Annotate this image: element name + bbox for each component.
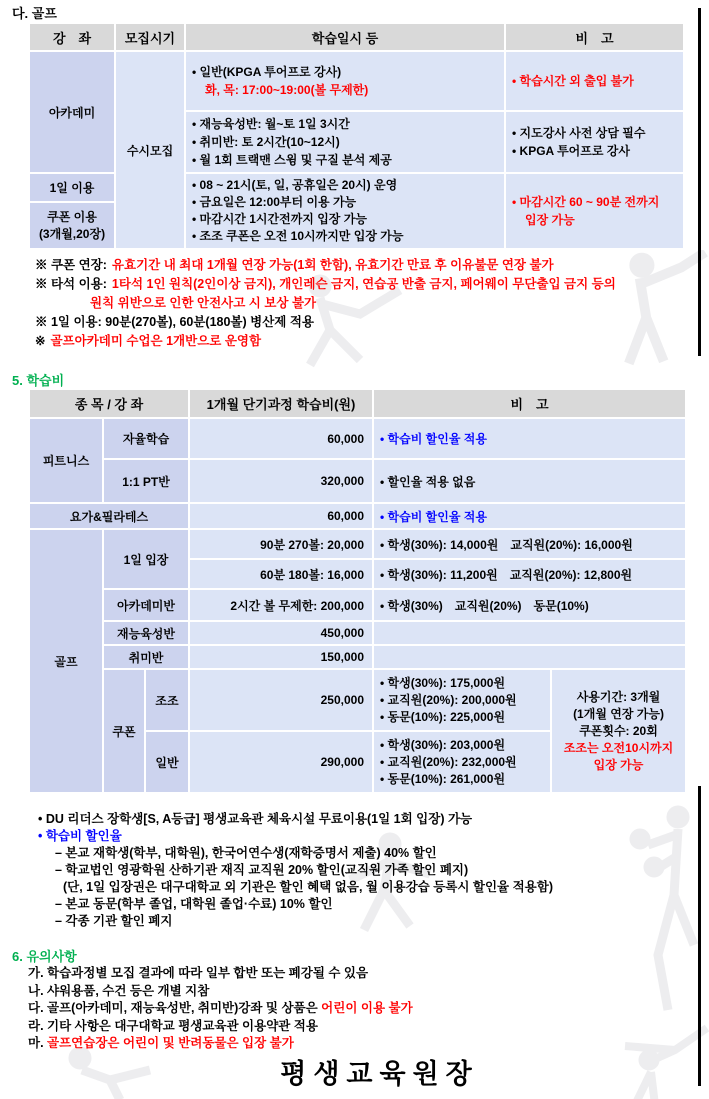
t2-header-category: 종 목 / 강 좌	[30, 390, 188, 417]
fee-value: 320,000	[190, 460, 372, 502]
caution-text: 마.	[28, 1036, 48, 1050]
fee-value: 150,000	[190, 646, 372, 668]
note-tee-usage-wrap	[35, 294, 616, 313]
tuition-table	[28, 388, 687, 794]
t1-coupon-label	[30, 203, 114, 248]
caution-red-text: 골프연습장은 어린이 및 반려동물은 입장 불가	[47, 1036, 294, 1050]
t2-row-label: 재능육성반	[104, 622, 188, 644]
schedule-line: • 월 1회 트랙맨 스윙 및 구질 분석 제공	[192, 153, 392, 167]
golf-notes	[35, 256, 616, 351]
t2-coupon-label: 쿠폰	[104, 670, 144, 792]
schedule-line: • 08 ~ 21시(토, 일, 공휴일은 20시) 운영	[192, 178, 398, 192]
caution-item: 나. 샤워용품, 수건 등은 개별 지참	[28, 983, 210, 998]
t2-golf-label: 골프	[30, 530, 102, 792]
fee-value: 60,000	[190, 419, 372, 458]
page-border-line	[698, 8, 701, 356]
coupon-label-line: 쿠폰 이용	[47, 209, 97, 224]
fee-value: 90분 270볼: 20,000	[190, 530, 372, 558]
table-row	[30, 590, 685, 620]
discount-benefits	[38, 811, 553, 930]
note-line: • 학생(30%): 14,000원 교직원(20%): 16,000원	[374, 530, 685, 558]
caution-item: 라. 기타 사항은 대구대학교 평생교육관 이용약관 적용	[28, 1018, 318, 1033]
note-line: • 학생(30%): 203,000원	[380, 737, 506, 752]
background-boxer-icon	[628, 805, 708, 1020]
t2-row-label: 취미반	[104, 646, 188, 668]
note-line-red: • 학습시간 외 출입 불가	[512, 74, 634, 88]
note-red-text: 1타석 1인 원칙(2인이상 금지), 개인레슨 금지, 연습공 반출 금지, 페어웨이 무단출입 금지 등의	[111, 277, 616, 291]
t2-row-label: 1:1 PT반	[104, 460, 188, 502]
table-header-row	[30, 390, 685, 417]
fee-value: 60분 180볼: 16,000	[190, 560, 372, 588]
table-row	[30, 460, 685, 502]
table-row	[30, 646, 685, 668]
caution-text: 다. 골프(아카데미, 재능육성반, 취미반)강좌 및 상품은	[28, 1001, 322, 1015]
coupon-info-line: (1개월 연장 가능)	[573, 706, 664, 721]
t1-daily-label: 1일 이용	[30, 174, 114, 201]
note-line: • 동문(10%): 225,000원	[380, 709, 506, 724]
coupon-label-line: (3개월,20장)	[38, 226, 106, 241]
t1-header-course: 강 좌	[30, 24, 114, 50]
note-coupon-extension	[35, 256, 616, 275]
t2-header-note: 비 고	[374, 390, 685, 417]
t2-row-label: 자율학습	[104, 419, 188, 458]
t2-row-label: 아카데미반	[104, 590, 188, 620]
note-line: • 할인율 적용 없음	[374, 460, 685, 502]
note-academy-class	[35, 332, 616, 351]
coupon-info-line: 쿠폰횟수: 20회	[579, 723, 658, 738]
table-row	[30, 622, 685, 644]
fee-value: 290,000	[190, 732, 372, 792]
note-line-red: 입장 가능	[525, 213, 575, 227]
benefit-item-blue: • 학습비 할인율	[38, 829, 122, 843]
table-row	[30, 670, 685, 730]
t2-yoga-label: 요가&필라테스	[30, 504, 188, 528]
schedule-line: • 마감시간 1시간전까지 입장 가능	[192, 212, 367, 226]
schedule-line: • 금요일은 12:00부터 이용 가능	[192, 195, 357, 209]
t2-row-label: 일반	[146, 732, 188, 792]
note-label: ※ 쿠폰 연장:	[35, 258, 107, 272]
benefit-subitem: – 각종 기관 할인 폐지	[55, 914, 173, 928]
t1-header-recruit: 모집시기	[116, 24, 184, 50]
note-line: • 교직원(20%): 232,000원	[380, 754, 517, 769]
note-tee-usage	[35, 275, 616, 294]
cautions-list	[28, 965, 413, 1053]
caution-item	[28, 1035, 413, 1053]
note-empty	[374, 646, 685, 668]
t2-header-fee: 1개월 단기과정 학습비(원)	[190, 390, 372, 417]
background-golfer-icon	[600, 250, 709, 375]
note-red-text: 골프아카데미 수업은 1개반으로 운영함	[50, 334, 262, 348]
note-line-blue: • 학습비 할인율 적용	[374, 419, 685, 458]
t2-row-label: 조조	[146, 670, 188, 730]
table-row	[30, 419, 685, 458]
caution-red-text: 어린이 이용 불가	[321, 1001, 413, 1015]
t2-fitness-label: 피트니스	[30, 419, 102, 502]
note-line-red: • 마감시간 60 ~ 90분 전까지	[512, 195, 660, 209]
page-border-line	[698, 786, 701, 1086]
table-row	[30, 52, 683, 110]
caution-item	[28, 1000, 413, 1018]
fee-value: 2시간 볼 무제한: 200,000	[190, 590, 372, 620]
schedule-line: • 조조 쿠폰은 오전 10시까지만 입장 가능	[192, 229, 404, 243]
t1-header-note: 비 고	[506, 24, 683, 50]
footer-signature: 평생교육원장	[280, 1059, 479, 1089]
heading-cautions: 6. 유의사항	[12, 949, 77, 964]
note-red-text: 원칙 위반으로 인한 안전사고 시 보상 불가	[90, 296, 317, 310]
fee-value: 450,000	[190, 622, 372, 644]
benefit-subitem: – 본교 동문(학부 졸업, 대학원 졸업·수료) 10% 할인	[55, 897, 333, 911]
table-header-row	[30, 24, 683, 50]
fee-value: 60,000	[190, 504, 372, 528]
note-line-blue: • 학습비 할인율 적용	[374, 504, 685, 528]
coupon-info-line-red: 조조는 오전10시까지	[563, 740, 674, 755]
coupon-info-cell	[552, 670, 685, 792]
note-line: • 동문(10%): 261,000원	[380, 771, 506, 786]
note-label: ※ 타석 이용:	[35, 277, 107, 291]
golf-schedule-table	[28, 22, 685, 250]
benefit-subitem-note: (단, 1일 입장권은 대구대학교 외 기관은 할인 혜택 없음, 월 이용강습 등록시 할인율 적용함)	[63, 880, 553, 894]
note-line: • 교직원(20%): 200,000원	[380, 692, 517, 707]
note-line: • KPGA 투어프로 강사	[512, 144, 630, 158]
table-row	[30, 504, 685, 528]
t1-academy-label: 아카데미	[30, 52, 114, 172]
t1-recruit-value: 수시모집	[116, 52, 184, 248]
note-line: • 지도강사 사전 상담 필수	[512, 126, 646, 140]
note-line: • 학생(30%): 175,000원	[380, 675, 506, 690]
schedule-line: • 취미반: 토 2시간(10~12시)	[192, 135, 340, 149]
schedule-line: • 일반(KPGA 투어프로 강사)	[192, 65, 342, 79]
caution-item: 가. 학습과정별 모집 결과에 따라 일부 합반 또는 폐강될 수 있음	[28, 966, 369, 980]
note-daily-usage: ※ 1일 이용: 90분(270볼), 60분(180볼) 병산제 적용	[35, 315, 314, 329]
table-row	[30, 530, 685, 558]
note-line: • 학생(30%) 교직원(20%) 동문(10%)	[374, 590, 685, 620]
heading-tuition: 5. 학습비	[12, 373, 65, 388]
fee-value: 250,000	[190, 670, 372, 730]
note-empty	[374, 622, 685, 644]
t1-header-schedule: 학습일시 등	[186, 24, 504, 50]
heading-golf: 다. 골프	[12, 6, 57, 21]
note-label: ※	[35, 334, 46, 348]
schedule-line: • 재능육성반: 월~토 1일 3시간	[192, 117, 350, 131]
coupon-info-line: 사용기간: 3개월	[576, 689, 661, 704]
benefit-subitem: – 본교 재학생(학부, 대학원), 한국어연수생(재학증명서 제출) 40% 할인	[55, 846, 437, 860]
benefit-item: • DU 리더스 장학생[S, A등급] 평생교육관 체육시설 무료이용(1일 1회 입장) 가능	[38, 812, 473, 826]
coupon-info-line-red: 입장 가능	[593, 757, 644, 772]
note-red-text: 유효기간 내 최대 1개월 연장 가능(1회 한함), 유효기간 만료 후 이유불문 연장 불가	[111, 258, 554, 272]
schedule-line-red: 화, 목: 17:00~19:00(볼 무제한)	[205, 83, 369, 97]
benefit-subitem: – 학교법인 영광학원 산하기관 재직 교직원 20% 할인(교직원 가족 할인 폐지)	[55, 863, 469, 877]
t2-day-label: 1일 입장	[104, 530, 188, 588]
note-line: • 학생(30%): 11,200원 교직원(20%): 12,800원	[374, 560, 685, 588]
